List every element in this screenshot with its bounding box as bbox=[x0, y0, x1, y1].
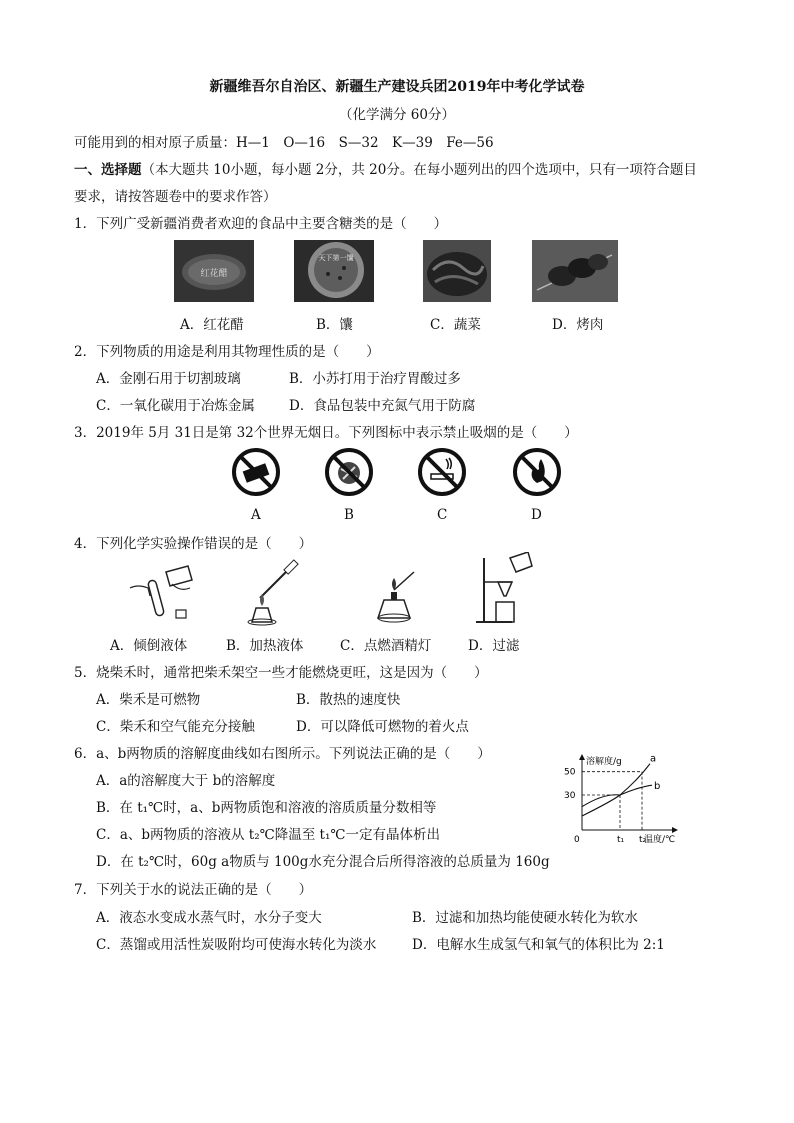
q7-stem: 7．下列关于水的说法正确的是（ ） bbox=[74, 882, 313, 898]
q6-option-d: D．在 t₂℃时，60g a物质与 100g水充分混合后所得溶液的总质量为 160g bbox=[96, 854, 550, 870]
q5-stem: 5．烧柴禾时，通常把柴禾架空一些才能燃烧更旺，这是因为（ ） bbox=[74, 665, 488, 681]
kebab-icon bbox=[532, 240, 618, 302]
q2-option-c: C．一氧化碳用于冶炼金属 bbox=[96, 398, 255, 414]
q4-option-b: B．加热液体 bbox=[226, 638, 304, 654]
q7-option-a: A．液态水变成水蒸气时，水分子变大 bbox=[96, 910, 322, 926]
x-axis-label: 温度/℃ bbox=[644, 835, 676, 845]
q3-label-b: B bbox=[344, 507, 354, 523]
no-smoking-sign-icon bbox=[417, 447, 467, 497]
q7-option-d: D．电解水生成氢气和氧气的体积比为 2:1 bbox=[412, 937, 665, 953]
series-label-a: a bbox=[650, 753, 657, 765]
vegetables-icon bbox=[423, 240, 491, 302]
q3-sign-b bbox=[324, 447, 374, 501]
q7-option-b: B．过滤和加热均能使硬水转化为软水 bbox=[412, 910, 638, 926]
solubility-chart bbox=[562, 752, 682, 848]
y-axis-label: 溶解度/g bbox=[586, 757, 622, 767]
x-tick-label-1: t₁ bbox=[617, 835, 625, 845]
q1-stem: 1．下列广受新疆消费者欢迎的食品中主要含糖类的是（ ） bbox=[74, 216, 448, 232]
q6-option-c: C．a、b两物质的溶液从 t₂℃降温至 t₁℃一定有晶体析出 bbox=[96, 827, 440, 843]
q4-apparatus-c bbox=[364, 568, 424, 630]
q3-stem: 3．2019年 5月 31日是第 32个世界无烟日。下列图标中表示禁止吸烟的是（ ） bbox=[74, 425, 578, 441]
q1-image-kebab bbox=[532, 240, 618, 302]
no-open-flame-sign-icon bbox=[512, 447, 562, 497]
q4-apparatus-b bbox=[238, 558, 310, 630]
series-label-b: b bbox=[654, 781, 661, 793]
atomic-masses: 可能用到的相对原子质量：H—1 O—16 S—32 K—39 Fe—56 bbox=[74, 135, 494, 151]
q4-apparatus-d bbox=[472, 552, 540, 630]
q1-option-c: C．蔬菜 bbox=[430, 317, 481, 333]
q6-option-b: B．在 t₁℃时，a、b两物质饱和溶液的溶质质量分数相等 bbox=[96, 800, 437, 816]
exam-subtitle: （化学满分 60分） bbox=[339, 107, 455, 123]
bread-label: 天下第一馕 bbox=[318, 254, 354, 262]
q5-option-c: C．柴禾和空气能充分接触 bbox=[96, 719, 255, 735]
y-tick-label-30: 30 bbox=[564, 791, 576, 801]
filtration-icon bbox=[472, 552, 540, 626]
q4-stem: 4．下列化学实验操作错误的是（ ） bbox=[74, 536, 313, 552]
q1-option-a: A．红花醋 bbox=[180, 317, 244, 333]
x-axis-arrow bbox=[672, 827, 678, 833]
bottle-label: 红花醋 bbox=[200, 269, 228, 279]
exam-title: 新疆维吾尔自治区、新疆生产建设兵团2019年中考化学试卷 bbox=[209, 79, 585, 95]
series-line-b bbox=[582, 785, 652, 807]
q5-option-a: A．柴禾是可燃物 bbox=[96, 692, 201, 708]
q3-label-a: A bbox=[251, 507, 261, 523]
origin-label: 0 bbox=[574, 835, 580, 845]
q4-option-d: D．过滤 bbox=[468, 638, 520, 654]
q7-option-c: C．蒸馏或用活性炭吸附均可使海水转化为淡水 bbox=[96, 937, 377, 953]
q2-option-d: D．食品包装中充氮气用于防腐 bbox=[289, 398, 476, 414]
q5-option-d: D．可以降低可燃物的着火点 bbox=[296, 719, 469, 735]
q6-stem: 6．a、b两物质的溶解度曲线如右图所示。下列说法正确的是（ ） bbox=[74, 746, 491, 762]
bread-icon bbox=[294, 240, 374, 302]
q4-apparatus-a bbox=[122, 558, 202, 630]
x-tick-label-2: t₂ bbox=[639, 835, 647, 845]
y-tick-label-50: 50 bbox=[564, 767, 576, 778]
q3-sign-a bbox=[231, 447, 281, 501]
q1-image-vinegar bbox=[174, 240, 254, 302]
q5-option-b: B．散热的速度快 bbox=[296, 692, 401, 708]
q6-option-a: A．a的溶解度大于 b的溶解度 bbox=[96, 773, 276, 789]
q1-option-d: D．烤肉 bbox=[552, 317, 604, 333]
y-axis-arrow bbox=[579, 754, 585, 760]
q3-sign-d bbox=[512, 447, 562, 501]
pouring-liquid-icon bbox=[122, 558, 202, 626]
section-heading: 一、选择题 bbox=[74, 162, 142, 178]
q2-option-b: B．小苏打用于治疗胃酸过多 bbox=[289, 371, 461, 387]
q1-image-bread bbox=[294, 240, 374, 302]
q2-option-a: A．金刚石用于切割玻璃 bbox=[96, 371, 241, 387]
no-eating-sign-icon bbox=[231, 447, 281, 497]
q4-option-c: C．点燃酒精灯 bbox=[340, 638, 432, 654]
q3-label-c: C bbox=[437, 507, 448, 523]
lighting-lamp-icon bbox=[364, 568, 424, 626]
q1-option-b: B．馕 bbox=[316, 317, 353, 333]
q4-option-a: A．倾倒液体 bbox=[110, 638, 188, 654]
q2-stem: 2．下列物质的用途是利用其物理性质的是（ ） bbox=[74, 344, 380, 360]
section-desc-1: （本大题共 10小题，每小题 2分，共 20分。在每小题列出的四个选项中，只有一项符合题目 bbox=[141, 162, 697, 178]
q3-sign-c bbox=[417, 447, 467, 501]
section-desc-line1 bbox=[74, 158, 697, 178]
q3-label-d: D bbox=[531, 507, 542, 523]
section-desc-2: 要求，请按答题卷中的要求作答） bbox=[74, 189, 277, 205]
q1-image-vegetables bbox=[423, 240, 491, 302]
heating-liquid-icon bbox=[238, 558, 310, 626]
no-littering-sign-icon bbox=[324, 447, 374, 497]
vinegar-bottle-icon bbox=[174, 240, 254, 302]
